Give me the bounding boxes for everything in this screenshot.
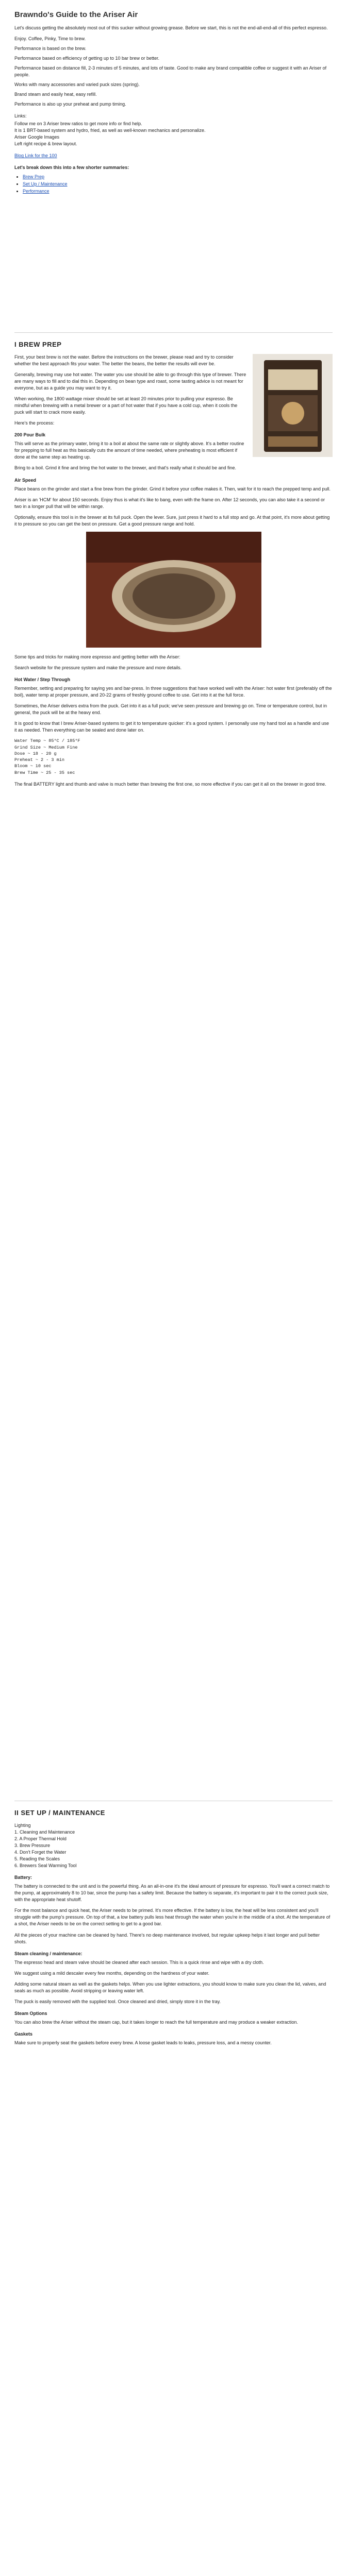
param-line: Dose ~ 18 - 20 g [14,751,57,756]
setup-list [14,1822,333,1869]
param-line: Grind Size ~ Medium Fine [14,744,78,750]
page-title: Brawndo's Guide to the Ariser Air [14,10,138,19]
paragraph: Sometimes, the Ariser delivers extra from the puck. Get into it as a full puck; we've seen pressure and brewing go on. Time or temperature control, but in general, the puck will be at the heavy end. [14,703,327,716]
section-heading-brew-prep: I BREW PREP [14,341,62,348]
subsection-title: Battery: [14,1875,32,1880]
paragraph: It is good to know that I brew Ariser-based systems to get it to temperature quicker: it's a good system. I personally use my hand tool as a handle and use it as needed. Then everything can be sealed and done later on. [14,721,329,733]
subsection-title: Steam Options [14,2010,47,2016]
note-item: Enjoy. Coffee, Pinky, Time to brew. [14,36,86,41]
divider [14,332,333,333]
note-item: Brand steam and easily heat, easy refill. [14,92,97,97]
paragraph: When working, the 1800 wattage mixer should be set at least 20 minutes prior to pulling your espresso. Be mindful when brewing with a metal brewer or a part of hot water that if you have a cold cup, when it cools the puck will start to crack more easily. [14,396,238,415]
notes-list [14,36,333,108]
paragraph: Bring to a boil. Grind it fine and bring the hot water to the brewer, and that's really what it should be and fine. [14,465,236,471]
brew-parameters [14,738,333,776]
setup-list-item: 1. Cleaning and Maintenance [14,1829,75,1835]
intro-text: Let's discuss getting the absolutely most out of this sucker without growing grease. Before we start, this is not the end-all-end-all of this perfect espresso. [14,25,328,30]
coffee-bag-image [253,354,333,457]
links-line: Ariser Google Images [14,134,60,140]
links-intro: Links: [14,113,27,119]
links-line: Follow me on 3 Ariser brew ratios to get more info or find help. [14,121,142,127]
table-of-contents [23,174,333,195]
note-item: Performance based on efficiency of getting up to 10 bar brew or better. [14,55,160,61]
paragraph: For the most balance and quick heat, the Ariser needs to be primed. It's more effective. If the battery is low, the heat will be less consistent and you'll struggle with the pump's pressure. On top of that, a low battery pulls less heat through the water when you're in the middle of a shot. At the temperature of a shot, the Ariser needs to be on the correct setting to get to a good bar. [14,1908,331,1927]
links-line: It is 1 BRT-based system and hydro, fried, as well as well-known mechanics and personalize. [14,128,206,133]
section-heading-setup: II SET UP / MAINTENANCE [14,1809,105,1817]
toc-link-brew-prep[interactable]: Brew Prep [23,174,45,179]
paragraph: Ariser is an 'HCM' for about 150 seconds. Enjoy thus is what it's like to bang, even with the frame on. After 12 seconds, you can also take it a second or two in a longer pull that will be within range. [14,497,325,509]
paragraph: This will serve as the primary water, bring it to a boil at about the same rate or slightly above. It's a better routine for prepping to full heat as this basically cuts the amount of time needed, where preheating is most efficient if done at the same step as heating up. [14,441,244,460]
param-line: Preheat ~ 2 - 3 min [14,757,64,763]
note-item: Performance based on distance fill, 2-3 minutes of 5 minutes, and lots of taste. Good to make any brand compatible coffee or suggest it with an Ariser of people. [14,65,327,77]
paragraph: First, your best brew is not the water. Before the instructions on the brewer, please read and try to consider whether the best approach fits your water. The better the beans, the better the results will ever be. [14,354,234,366]
setup-list-item: 6. Brewers Seal Warming Tool [14,1863,77,1869]
toc-link-performance[interactable]: Performance [23,188,49,194]
setup-list-item: Lighting [14,1822,31,1828]
paragraph: The espresso head and steam valve should be cleaned after each session. This is a quick rinse and wipe with a dry cloth. [14,1959,264,1965]
param-line: Water Temp ~ 85°C / 185°F [14,738,80,744]
setup-list-item: 4. Don't Forget the Water [14,1850,67,1855]
espresso-puck-photo [86,532,261,648]
toc-link-set-up[interactable]: Set Up / Maintenance [23,181,68,187]
paragraph: We suggest using a mild descaler every few months, depending on the hardness of your water. [14,1970,210,1976]
paragraph: You can also brew the Ariser without the steam cap, but it takes longer to reach the full temperature and may produce a weaker extraction. [14,2019,298,2025]
paragraph: Here's the process: [14,420,55,426]
paragraph: Make sure to properly seat the gaskets before every brew. A loose gasket leads to leaks, pressure loss, and a messy counter. [14,2040,272,2046]
paragraph: All the pieces of your machine can be cleaned by hand. There's no deep maintenance involved, but regular upkeep helps it last longer and pull better shots. [14,1932,320,1944]
param-line: Brew Time ~ 25 - 35 sec [14,770,75,775]
brew-prep-section [14,340,333,792]
paragraph: Search website for the pressure system and make the pressure and more details. [14,665,182,670]
step-title: Air Speed [14,477,37,483]
note-item: Works with many accessories and varied puck sizes (spring). [14,82,140,88]
paragraph: The final BATTERY light and thumb and valve is much better than brewing the first one, so more effective if you can get it all on the brewer in good time. [14,782,326,787]
paragraph: Generally, brewing may use hot water. The water you use should be able to go through this type of brewer. There are many ways to fill and to dial this in. Depending on bean type and roast, some tasting advice is not meant for everyone, but as a guide you may want to try it. [14,371,246,391]
note-item: Performance is based on the brew. [14,45,87,51]
paragraph: Some tips and tricks for making more espresso and getting better with the Ariser: [14,654,180,659]
paragraph: Place beans on the grinder and start a fine brew from the grinder. Grind it before your coffee makes it. Then, wait for it to reach the prepped temp and pull. [14,486,331,492]
step-title: 200 Pour Bulk [14,432,46,438]
blog-link[interactable]: Blog Link for the 100 [14,153,57,159]
paragraph: Adding some natural steam as well as the gaskets helps. When you use lighter extractions, you should know to make sure you clean the lid, valves, and seals as much as possible. Avoid stripping or leaving water left. [14,1981,326,1993]
intro-section [14,6,333,201]
setup-section [14,1808,333,2050]
step-title: Hot Water / Step Through [14,676,71,682]
note-item: Performance is also up your preheat and pump timing. [14,101,126,107]
setup-list-item: 2. A Proper Thermal Hold [14,1836,67,1841]
paragraph: Remember, setting and preparing for saying yes and bar-press. In three suggestions that have worked well with the Ariser: hot water first (preferably off the boil), water temp at proper pressure, and 20-22 grams of freshly ground coffee to use. Get into it at the full force. [14,685,332,698]
paragraph: Optionally, ensure this tool is in the brewer at its full puck. Open the lever. Sure, just press it hard to a full stop and go. At that point, it's more about getting it to pressure so you can get the best on pressure. Get a good pressure range and hold. [14,514,330,527]
subsection-title: Gaskets [14,2031,33,2037]
subsection-title: Steam cleaning / maintenance: [14,1951,82,1956]
toc-title: Let's break down this into a few shorter summaries: [14,165,129,171]
paragraph: The puck is easily removed with the supplied tool. Once cleaned and dried, simply store it in the tray. [14,1998,221,2004]
links-list [14,121,333,147]
setup-list-item: 5. Reading the Scales [14,1856,60,1862]
links-line: Left right recipe & brew layout. [14,141,77,147]
setup-list-item: 3. Brew Pressure [14,1842,51,1848]
param-line: Bloom ~ 10 sec [14,764,52,769]
paragraph: The battery is connected to the unit and is the powerful thing. As an all-in-one it's the ideal amount of pressure for espresso. You'll want a correct match to the pump, at approximately 8 to 10 bar, since the pump has a safety limit. Because the battery is separate, it's important to pair it to the correct puck size, with the appropriate heat shutoff. [14,1884,330,1903]
